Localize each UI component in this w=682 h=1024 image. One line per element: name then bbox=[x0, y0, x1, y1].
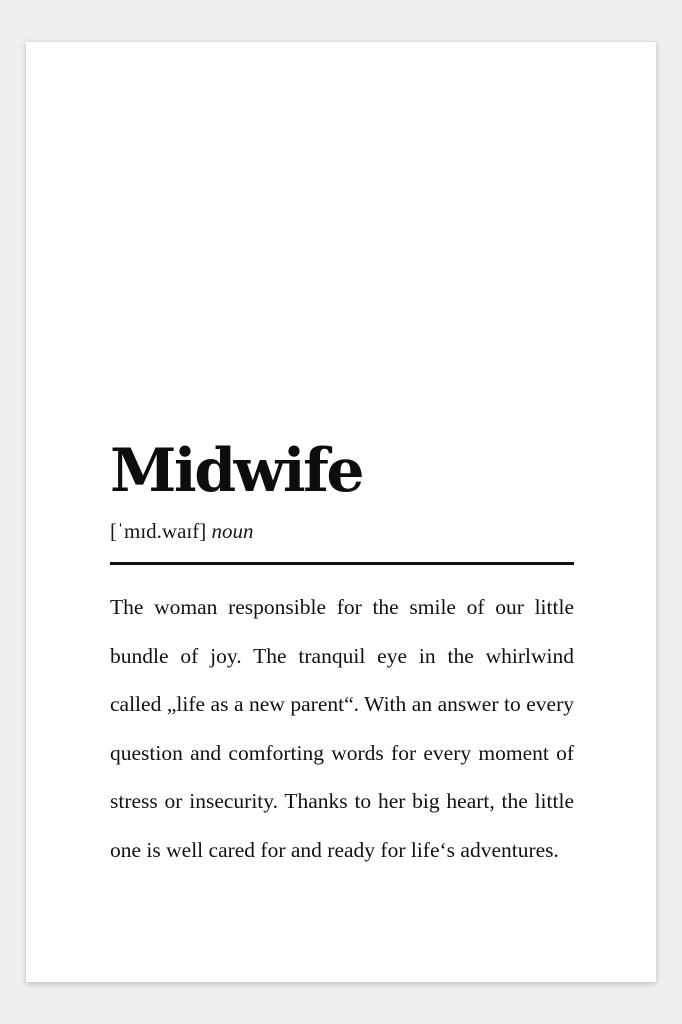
poster-print bbox=[26, 42, 656, 982]
part-of-speech: noun bbox=[211, 519, 254, 543]
pronunciation-line bbox=[110, 518, 574, 544]
definition-text: The woman responsible for the smile of our little bundle of joy. The tranquil eye in the whirlwind called „life as a new parent“. With an answer to every question and comforting words for every moment of stress or insecurity. Thanks to her big heart, the little one is well cared for and ready for life‘s adventures. bbox=[110, 595, 574, 862]
pronunciation: [ˈmɪd.waɪf] bbox=[110, 519, 207, 543]
headword: Midwife bbox=[110, 436, 363, 506]
definition-block bbox=[110, 434, 574, 896]
divider-rule bbox=[110, 562, 574, 565]
